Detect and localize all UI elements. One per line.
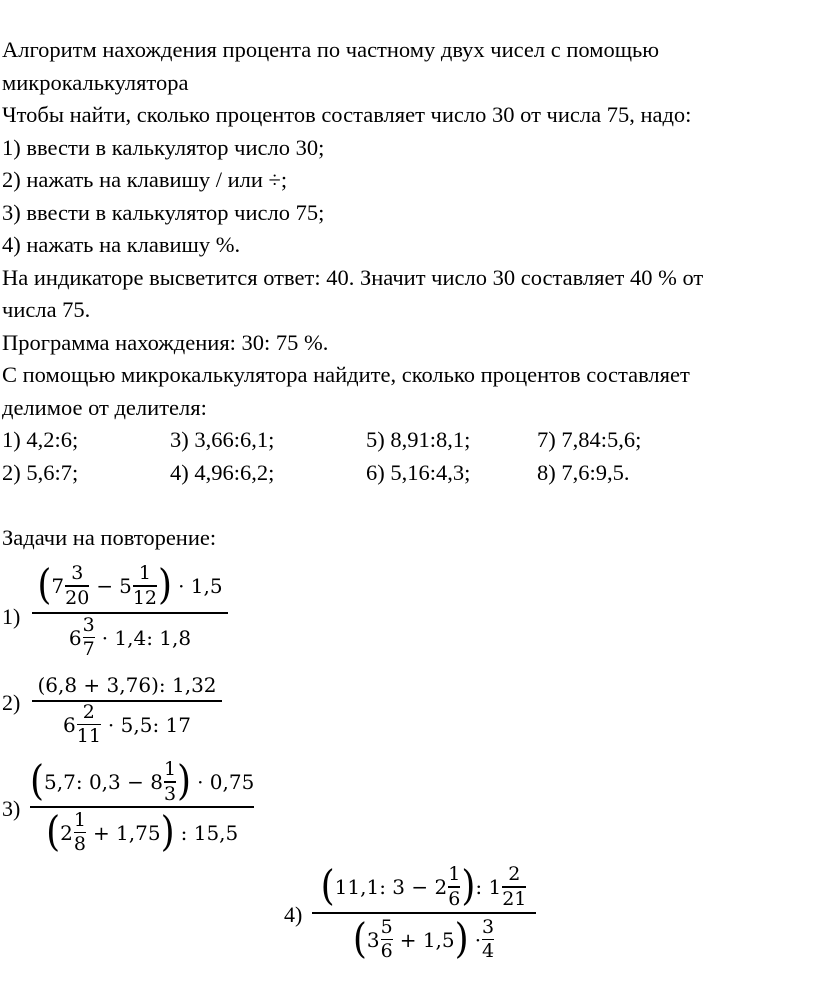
problem-1-fraction: ( 7 3 20 − 5 1 12 ) · 1,5 6 3 7 · 1,4: 1,8 bbox=[32, 560, 228, 662]
exercise-item: 4) 4,96:6,2; bbox=[170, 459, 275, 485]
exercise-item: 7) 7,84:5,6; bbox=[537, 427, 642, 452]
problem-label: 3) bbox=[2, 796, 21, 821]
result-line-2: числа 75. bbox=[2, 297, 91, 322]
step-2: 2) нажать на клавишу / или ÷; bbox=[2, 167, 288, 192]
intro-text: Чтобы найти, сколько процентов составляет число 30 от числа 75, надо: bbox=[2, 102, 692, 127]
title-line-2: микрокалькулятора bbox=[2, 69, 189, 95]
exercise-row bbox=[2, 424, 802, 457]
exercise-item: 6) 5,16:4,3; bbox=[366, 459, 471, 485]
step-1: 1) ввести в калькулятор число 30; bbox=[2, 134, 325, 160]
review-heading: Задачи на повторение: bbox=[2, 524, 217, 550]
exercise-item: 1) 4,2:6; bbox=[2, 427, 79, 452]
result-line-1: На индикаторе высветится ответ: 40. Значит число 30 составляет 40 % от bbox=[2, 264, 704, 290]
exercise-row bbox=[2, 457, 802, 490]
task-line-2: делимое от делителя: bbox=[2, 394, 207, 420]
title-line-1: Алгоритм нахождения процента по частному двух чисел с помощью bbox=[2, 37, 660, 62]
main-text bbox=[2, 34, 802, 554]
step-3: 3) ввести в калькулятор число 75; bbox=[2, 199, 325, 225]
problem-3-fraction: ( 5,7: 0,3 − 8 1 3 ) · 0,75 ( 2 1 8 + 1,75 ) : 15,5 bbox=[30, 757, 255, 856]
exercise-item: 8) 7,6:9,5. bbox=[537, 459, 630, 485]
exercise-item: 5) 8,91:8,1; bbox=[366, 427, 471, 452]
problem-4-fraction: ( 11,1: 3 − 2 1 6 ) : 1 2 21 ( 3 5 6 + 1,5 ) · 3 4 bbox=[312, 862, 536, 966]
exercise-item: 2) 5,6:7; bbox=[2, 459, 79, 485]
problem-label: 4) bbox=[284, 902, 303, 927]
step-4: 4) нажать на клавишу %. bbox=[2, 232, 241, 257]
task-line-1: С помощью микрокалькулятора найдите, сколько процентов составляет bbox=[2, 362, 690, 387]
exercise-item: 3) 3,66:6,1; bbox=[170, 427, 275, 452]
problem-label: 2) bbox=[2, 690, 21, 715]
problem-2-fraction: (6,8 + 3,76): 1,32 6 2 11 · 5,5: 17 bbox=[32, 670, 222, 748]
program-line: Программа нахождения: 30: 75 %. bbox=[2, 329, 329, 355]
problem-label: 1) bbox=[2, 604, 21, 629]
